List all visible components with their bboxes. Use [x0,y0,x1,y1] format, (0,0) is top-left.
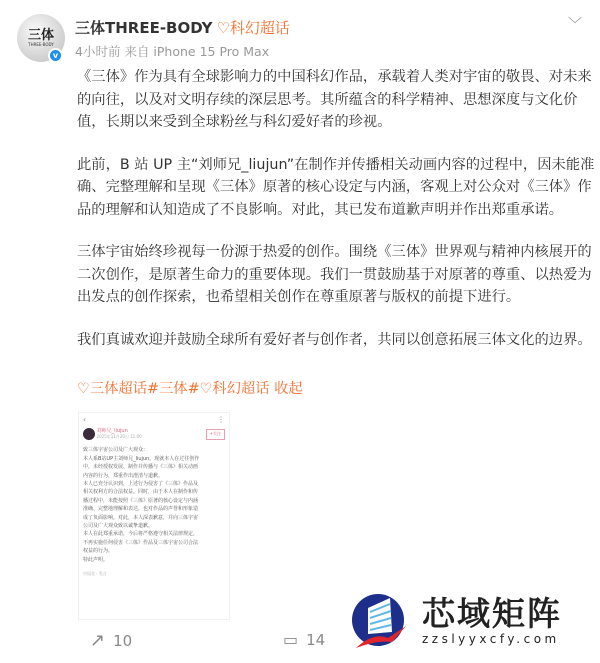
tag-santi[interactable]: #三体# [147,381,200,397]
embed-line: 相关权利方的合法权益。同时，由于本人在制作和传 [83,489,199,496]
post-source: 来自 iPhone 15 Pro Max [124,44,270,59]
text-line: 的向往，以及对文明存续的深层思考。其所蕴含的科学精神、思想深度与文化价 [77,91,578,108]
text-line: 品的理解和认知造成了不良影响。对此，其已发布道歉声明并作出郑重承诺。 [77,201,564,218]
post-content [77,66,594,371]
paragraph [77,154,594,222]
watermark-logo-icon [348,590,410,652]
embed-date: 2025年11月20日 11:00 [96,434,142,440]
tag-label: 科幻超话 [212,381,270,397]
comment-button[interactable] [283,630,325,649]
watermark [348,590,562,652]
more-icon: ⋮ [217,415,225,424]
embed-footer: 中国北 · 发言 [83,571,107,577]
embed-username: 刘师兄_liujun [96,428,128,435]
watermark-name: 芯域矩阵 [422,594,562,633]
text-line: 值，长期以来受到全球粉丝与科幻爱好者的珍视。 [77,114,392,130]
chevron-down-icon[interactable]: ﹀ [568,17,582,33]
post-author[interactable] [75,17,290,38]
comment-count: 14 [306,630,326,649]
embedded-image[interactable] [78,412,230,620]
paragraph [77,241,594,309]
embed-avatar [83,428,95,440]
tag-santi-chaohua[interactable] [77,381,147,397]
tag-label: 三体超话 [89,381,148,397]
embed-line: 特此声明。 [83,556,109,563]
embed-line: 本人已充分认识到，上述行为侵害了《三体》作品及 [83,481,199,488]
diamond-icon: ♡ [199,381,213,397]
topic-label: 科幻超话 [229,19,290,37]
paragraph [77,329,594,352]
watermark-url: zzslyyxcfy.com [422,632,560,646]
avatar-logo-text: 三体 [27,28,54,43]
post-meta [75,42,269,60]
text-line: 二次创作，是原著生命力的重要体现。我们一贯鼓励基于对原著的尊重、以热爱为 [77,266,592,283]
embed-line: 中，未经授权发展、制作并传播与《三体》相关动画 [83,464,199,471]
tag-kehuan-chaohua[interactable] [200,381,270,397]
text-line: 我们真诚欢迎并鼓励全球所有爱好者与创作者，共同以创意拓展三体文化的边界。 [77,331,592,348]
post-tags [77,378,303,398]
author-name[interactable]: 三体THREE-BODY [75,19,213,37]
share-button[interactable] [90,630,132,651]
text-line: 三体宇宙始终珍视每一份源于热爱的创作。围绕《三体》世界观与精神内核展开的 [77,244,592,260]
text-line: 确、完整理解和呈现《三体》原著的核心设定与内涵，客观上对公众对《三体》作 [77,179,592,195]
comment-icon: ▭ [283,630,299,649]
embed-line: 不再实施任何侵害《三体》作品及三体宇宙公司合法 [83,539,199,546]
diamond-icon: ♡ [216,19,230,37]
avatar-logo-sub: THREE-BODY [28,42,54,47]
paragraph [77,66,594,134]
back-icon: ‹ [83,415,87,424]
embed-line: 权益的行为。 [83,548,114,555]
collapse-link[interactable]: 收起 [274,381,303,397]
embed-line: 播过程中，未能按照《三体》原著的核心设定与内涵 [83,497,199,504]
embed-line: 内容的行为，郑重作出澄清与道歉。 [83,472,164,479]
embed-follow: +关注 [206,429,225,439]
share-count: 10 [113,631,133,650]
verified-icon: v [48,48,63,63]
embed-line: 公司及广大观众致以诚挚道歉。 [83,523,154,530]
share-icon: ↗ [90,630,106,651]
topic-link[interactable] [216,19,289,37]
text-line: 出发点的创作探索，也希望相关创作在尊重原著与版权的前提下进行。 [77,289,521,305]
embed-line: 本人在此郑重承诺，今后将严格遵守相关法律规定， [83,531,199,538]
embed-line: 准确、完整地理解和表达，也对作品的声誉和形象造 [83,506,199,513]
text-line: 《三体》作为具有全球影响力的中国科幻作品，承载着人类对宇宙的敬畏、对未来 [77,69,592,85]
embed-line: 成了负面影响。对此，本人深表歉意，并向三体宇宙 [83,514,199,521]
embed-line: 本人系B站UP主刘师兄_liujun。现就本人在过往创作 [83,455,200,462]
text-line: 此前，B 站 UP 主“刘师兄_liujun”在制作并传播相关动画内容的过程中，因未能准 [77,156,595,173]
embed-line: 致三体宇宙公司及广大观众： [83,447,149,454]
post-time: 4小时前 [75,44,121,59]
diamond-icon: ♡ [77,381,90,397]
